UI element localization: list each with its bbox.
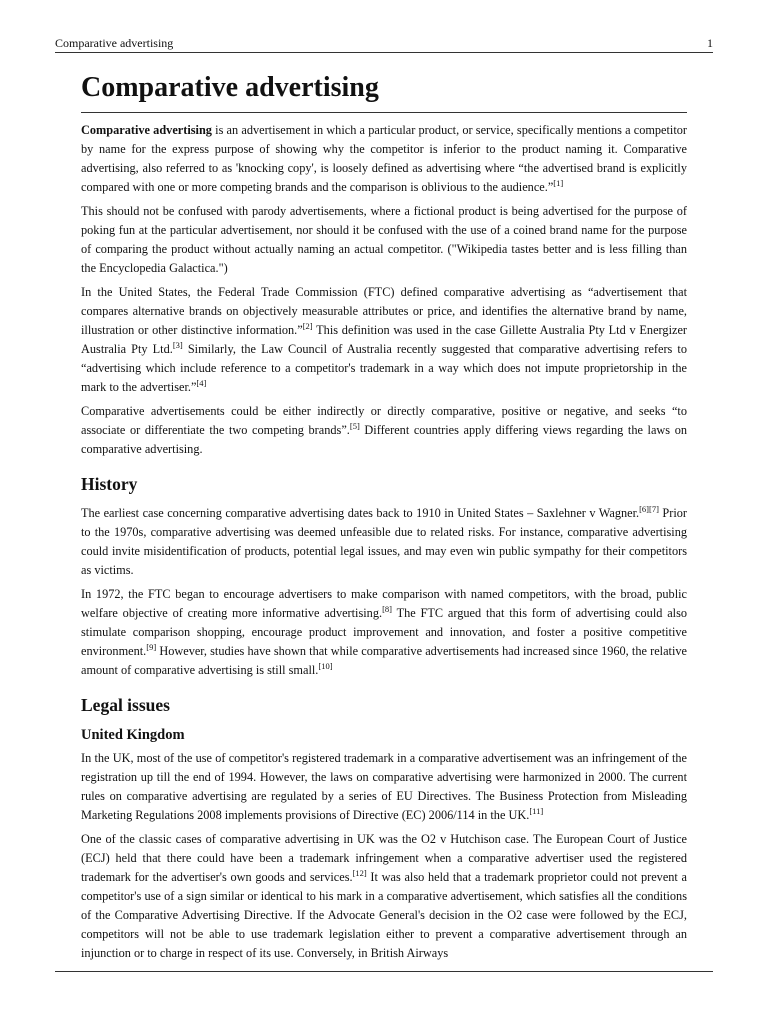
intro-paragraph-4 bbox=[81, 402, 687, 459]
citation-link[interactable]: [3] bbox=[172, 339, 183, 350]
text: In 1972, the FTC began to encourage advertisers to make comparison with named competitors, with the broad, public welfare objective of creating more informative advertising. bbox=[81, 587, 687, 620]
text: The earliest case concerning comparative advertising dates back to 1910 in United States – Saxlehner v Wagner. bbox=[81, 506, 640, 520]
citation-link[interactable]: [8] bbox=[382, 603, 392, 614]
history-paragraph-1 bbox=[81, 504, 687, 580]
text: is an advertisement in which a particular product, or service, specifically mentions a competitor by name for the express purpose of showing why the competitor is inferior to the product naming it. Comparative advertising, also referred to as 'knocking copy', is loosely defined as advertising where “the advertised brand is explicitly compared with one or more competing brands and the comparison is oblivious to the audience.” bbox=[81, 123, 688, 194]
subsection-heading-uk: United Kingdom bbox=[81, 727, 185, 743]
text: Prior to the 1970s, comparative advertising was deemed unfeasible due to related risks. For instance, comparative advertising could invite misidentification of products, potential legal issues, and may even win public sympathy for their competitors as victims. bbox=[81, 506, 687, 577]
running-title: Comparative advertising bbox=[55, 36, 174, 50]
uk-paragraph-1 bbox=[81, 749, 687, 825]
history-paragraph-2 bbox=[81, 585, 687, 680]
section-heading-legal-issues: Legal issues bbox=[81, 695, 170, 715]
text: It was also held that a trademark proprietor could not prevent a competitor's use of a sign similar or identical to his mark in a comparative advertisement, which satisfies all the conditions of the Comparative Advertising Directive. If the Advocate General's decision in the O2 case were followed by the ECJ, competitors will not be able to use trademark legislation either to prevent a comparative advertisement through an injunction or to charge in respect of its use. Conversely, in British Airways bbox=[81, 870, 687, 960]
text: One of the classic cases of comparative advertising in UK was the O2 v Hutchison case. The European Court of Justice (ECJ) held that there could have been a trademark infringement when a comparative advertiser used the registered trademark for the advertiser's own goods and services. bbox=[81, 832, 687, 884]
text: In the UK, most of the use of competitor's registered trademark in a comparative advertisement was an infringement of the registration up till the end of 1994. However, the laws on comparative advertising were harmonized in 2000. The current rules on comparative advertising are regulated by a series of EU Directives. The Business Protection from Misleading Marketing Regulations 2008 implements provisions of Directive (EC) 2006/114 in the UK. bbox=[81, 751, 687, 822]
intro-paragraph-2: This should not be confused with parody advertisements, where a fictional product is being advertised for the purpose of poking fun at the particular advertisement, nor should it be confused with the use of a coined brand name for the purpose of comparing the product without actually naming an actual competitor. ("Wikipedia tastes better and is less filling than the Encyclopedia Galactica.") bbox=[81, 204, 687, 275]
text: In the United States, the Federal Trade Commission (FTC) defined comparative advertising as “advertisement that compares alternative brands on objectively measurable attributes or price, and identifies the alternative brand by name, illustration or other distinctive information.” bbox=[81, 285, 687, 337]
section-heading-history: History bbox=[81, 474, 138, 494]
intro-paragraph-3 bbox=[81, 283, 687, 397]
citation-link[interactable]: [11] bbox=[529, 805, 544, 816]
text: Comparative advertisements could be either indirectly or directly comparative, positive or negative, and seeks “to associate or differentiate the two competing brands”. bbox=[81, 404, 687, 437]
citation-link[interactable]: [1] bbox=[553, 177, 564, 188]
lead-term: Comparative advertising bbox=[81, 123, 212, 137]
footer-rule bbox=[55, 971, 713, 972]
text: Similarly, the Law Council of Australia recently suggested that comparative advertising refers to “advertising which include reference to a competitor's trademark in a way which does not impute proprietorship in the mark to the advertiser.” bbox=[81, 342, 687, 394]
citation-link[interactable]: [12] bbox=[352, 867, 367, 878]
page-title: Comparative advertising bbox=[81, 70, 687, 113]
text: This definition was used in the case Gillette Australia Pty Ltd v Energizer Australia Pty Ltd. bbox=[81, 323, 687, 356]
page-number: 1 bbox=[707, 36, 713, 50]
text: However, studies have shown that while comparative advertisements had increased since 1960, the relative amount of comparative advertising is still small. bbox=[81, 644, 687, 677]
article-body bbox=[81, 70, 687, 968]
citation-link[interactable]: [10] bbox=[318, 660, 333, 671]
header-rule bbox=[55, 52, 713, 53]
citation-link[interactable]: [5] bbox=[349, 420, 360, 431]
intro-paragraph-1 bbox=[81, 121, 687, 197]
citation-link[interactable]: [2] bbox=[302, 320, 313, 331]
citation-link[interactable]: [4] bbox=[196, 377, 207, 388]
uk-paragraph-2 bbox=[81, 830, 687, 963]
text: Different countries apply differing views regarding the laws on comparative advertising. bbox=[81, 423, 687, 456]
citation-link[interactable]: [9] bbox=[146, 641, 157, 652]
running-header bbox=[55, 36, 713, 51]
citation-link[interactable]: [6][7] bbox=[639, 503, 659, 514]
text: The FTC argued that this form of advertising could also stimulate comparison shopping, encourage product improvement and innovation, and foster a positive competitive environment. bbox=[81, 606, 688, 658]
